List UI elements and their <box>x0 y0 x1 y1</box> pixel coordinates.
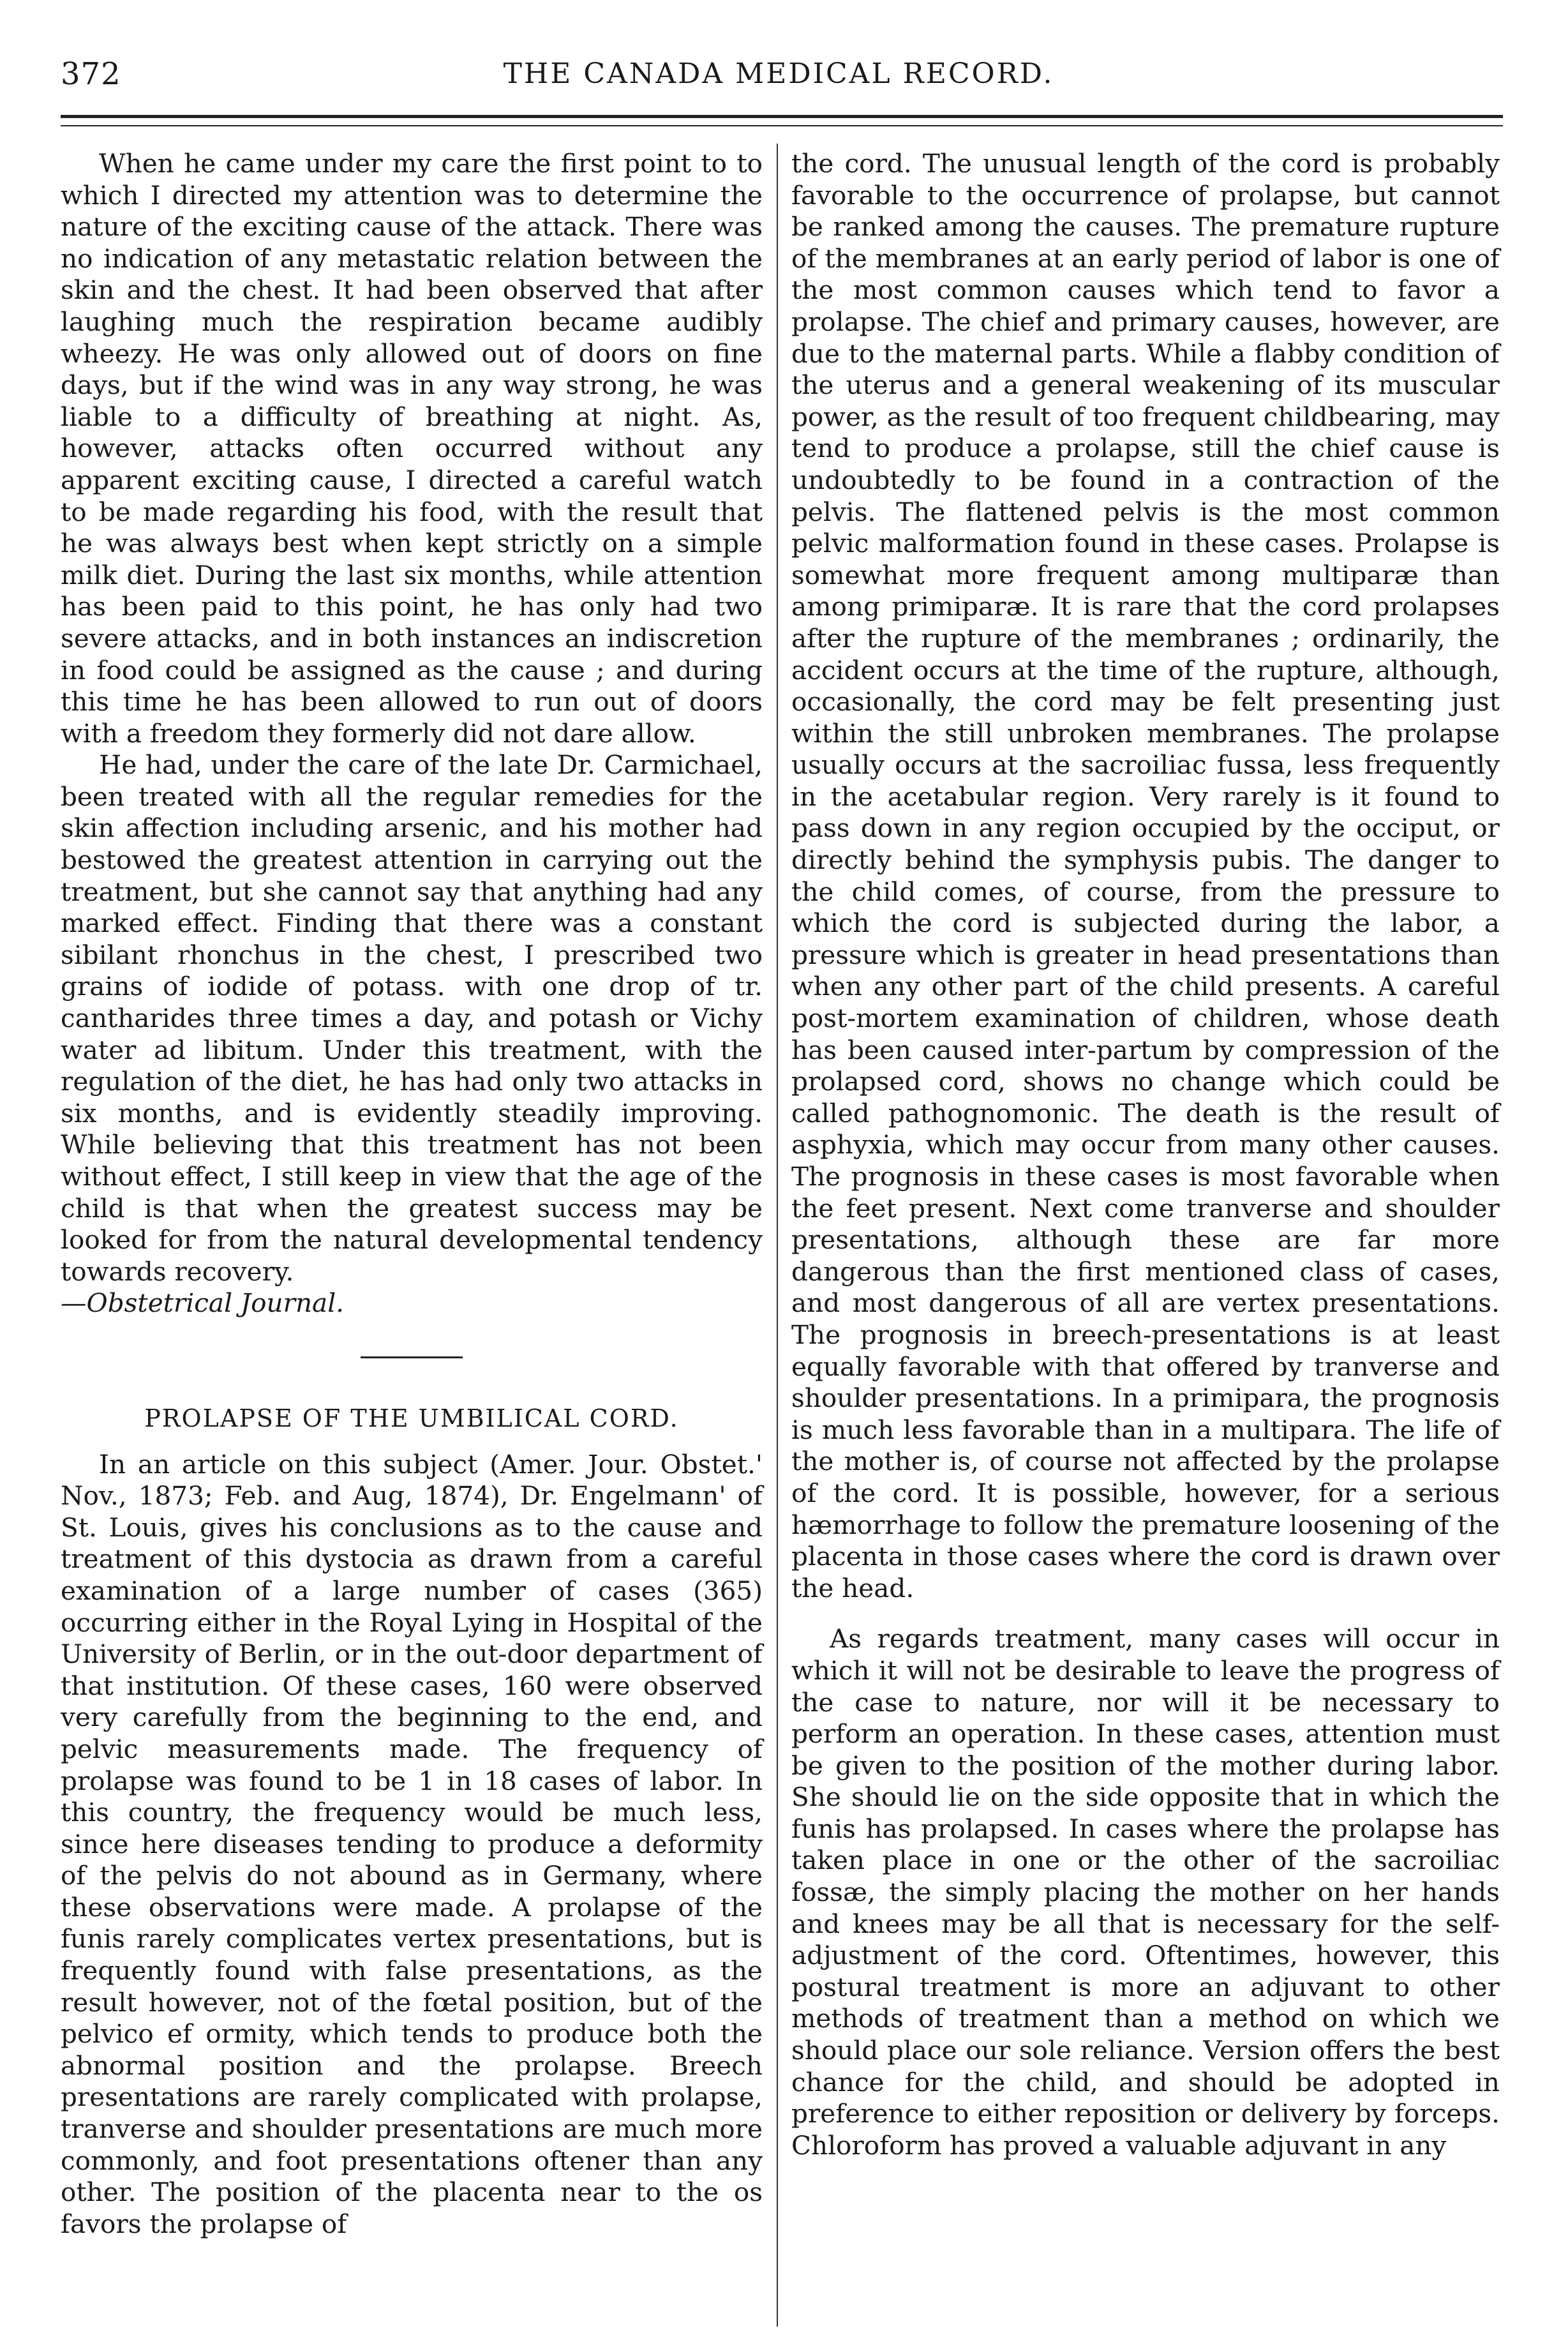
column-divider <box>777 144 778 2327</box>
paragraph: the cord. The unusual length of the cord is probably favorable to the occurrence of prolapse, but cannot be ranked among the causes. The premature rupture of the membranes at an early period of labor is one of the most common causes which tend to favor a prolapse. The chief and primary causes, however, are due to the maternal parts. While a flabby condition of the uterus and a general weakening of its muscular power, as the result of too frequent childbearing, may tend to produce a prolapse, still the chief cause is undoubtedly to be found in a contraction of the pelvis. The flattened pelvis is the most common pelvic malformation found in these cases. Prolapse is somewhat more frequent among multiparæ than among primiparæ. It is rare that the cord prolapses after the rupture of the membranes ; ordinarily, the accident occurs at the time of the rupture, although, occasionally, the cord may be felt presenting just within the still unbroken membranes. The prolapse usually occurs at the sacroiliac fussa, less frequently in the acetabular region. Very rarely is it found to pass down in any region occupied by the occiput, or directly behind the symphysis pubis. The danger to the child comes, of course, from the pressure to which the cord is subjected during the labor, a pressure which is greater in head presentations than when any other part of the child presents. A careful post-mortem examination of children, whose death has been caused inter-partum by compression of the prolapsed cord, shows no change which could be called pathognomonic. The death is the result of asphyxia, which may occur from many other causes. The prognosis in these cases is most favorable when the feet present. Next come tranverse and shoulder presentations, although these are far more dangerous than the first mentioned class of cases, and most dangerous of all are vertex presentations. The prognosis in breech-presentations is at least equally favorable with that offered by tranverse and shoulder presentations. In a primipara, the prognosis is much less favorable than in a multipara. The life of the mother is, of course not affected by the prolapse of the cord. It is possible, however, for a serious hæmorrhage to follow the premature loosening of the placenta in those cases where the cord is drawn over the head. <box>791 148 1500 1603</box>
paragraph: As regards treatment, many cases will occur in which it will not be desirable to leave the progress of the case to nature, nor will it be necessary to perform an operation. In these cases, attention must be given to the position of the mother during labor. She should lie on the side opposite that in which the funis has prolapsed. In cases where the prolapse has taken place in one or the other of the sacroiliac fossæ, the simply placing the mother on her hands and knees may be all that is necessary for the self-adjustment of the cord. Oftentimes, however, this postural treatment is more an adjuvant to other methods of treatment than a method on which we should place our sole reliance. Version offers the best chance for the child, and should be adopted in preference to either reposition or delivery by forceps. Chloroform has proved a valuable adjuvant in any <box>791 1623 1500 2161</box>
page-number: 372 <box>61 56 121 92</box>
article-separator <box>361 1356 463 1358</box>
paragraph: When he came under my care the first point to to which I directed my attention was to determine the nature of the exciting cause of the attack. There was no indication of any metastatic relation between the skin and the chest. It had been observed that after laughing much the respiration became audibly wheezy. He was only allowed out of doors on fine days, but if the wind was in any way strong, he was liable to a difficulty of breathing at night. As, however, attacks often occurred without any apparent exciting cause, I directed a careful watch to be made regarding his food, with the result that he was always best when kept strictly on a simple milk diet. During the last six months, while attention has been paid to this point, he has only had two severe attacks, and in both instances an indiscretion in food could be assigned as the cause ; and during this time he has been allowed to run out of doors with a freedom they formerly did not dare allow. <box>61 148 763 749</box>
header-rule <box>61 115 1503 118</box>
right-column <box>791 148 1500 2161</box>
paragraph: In an article on this subject (Amer. Jour. Obstet.' Nov., 1873; Feb. and Aug, 1874), Dr. Engelmann' of St. Louis, gives his conclusions as to the cause and treatment of this dystocia as drawn from a careful examination of a large number of cases (365) occurring either in the Royal Lying in Hospital of the University of Berlin, or in the out-door department of that institution. Of these cases, 160 were observed very carefully from the beginning to the end, and pelvic measurements made. The frequency of prolapse was found to be 1 in 18 cases of labor. In this country, the frequency would be much less, since here diseases tending to produce a deformity of the pelvis do not abound as in Germany, where these observations were made. A prolapse of the funis rarely complicates vertex presentations, but is frequently found with false presentations, as the result however, not of the fœtal position, but of the pelvico ef ormity, which tends to produce both the abnormal position and the prolapse. Breech presentations are rarely complicated with prolapse, tranverse and shoulder presentations are much more commonly, and foot presentations oftener than any other. The position of the placenta near to the os favors the prolapse of <box>61 1448 763 2239</box>
page-header <box>61 56 1497 107</box>
journal-title: THE CANADA MEDICAL RECORD. <box>503 57 1054 90</box>
left-column <box>61 148 763 2240</box>
source-attribution: —Obstetrical Journal. <box>61 1287 345 1319</box>
article-title: PROLAPSE OF THE UMBILICAL CORD. <box>144 1404 679 1432</box>
header-rule-thin <box>61 125 1503 126</box>
paragraph: He had, under the care of the late Dr. Carmichael, been treated with all the regular remedies for the skin affection including arsenic, and his mother had bestowed the greatest attention in carrying out the treatment, but she cannot say that anything had any marked effect. Finding that there was a constant sibilant rhonchus in the chest, I prescribed two grains of iodide of potass. with one drop of tr. cantharides three times a day, and potash or Vichy water ad libitum. Under this treatment, with the regulation of the diet, he has had only two attacks in six months, and is evidently steadily improving. While believing that this treatment has not been without effect, I still keep in view that the age of the child is that when the greatest success may be looked for from the natural developmental tendency towards recovery. <box>61 749 763 1287</box>
